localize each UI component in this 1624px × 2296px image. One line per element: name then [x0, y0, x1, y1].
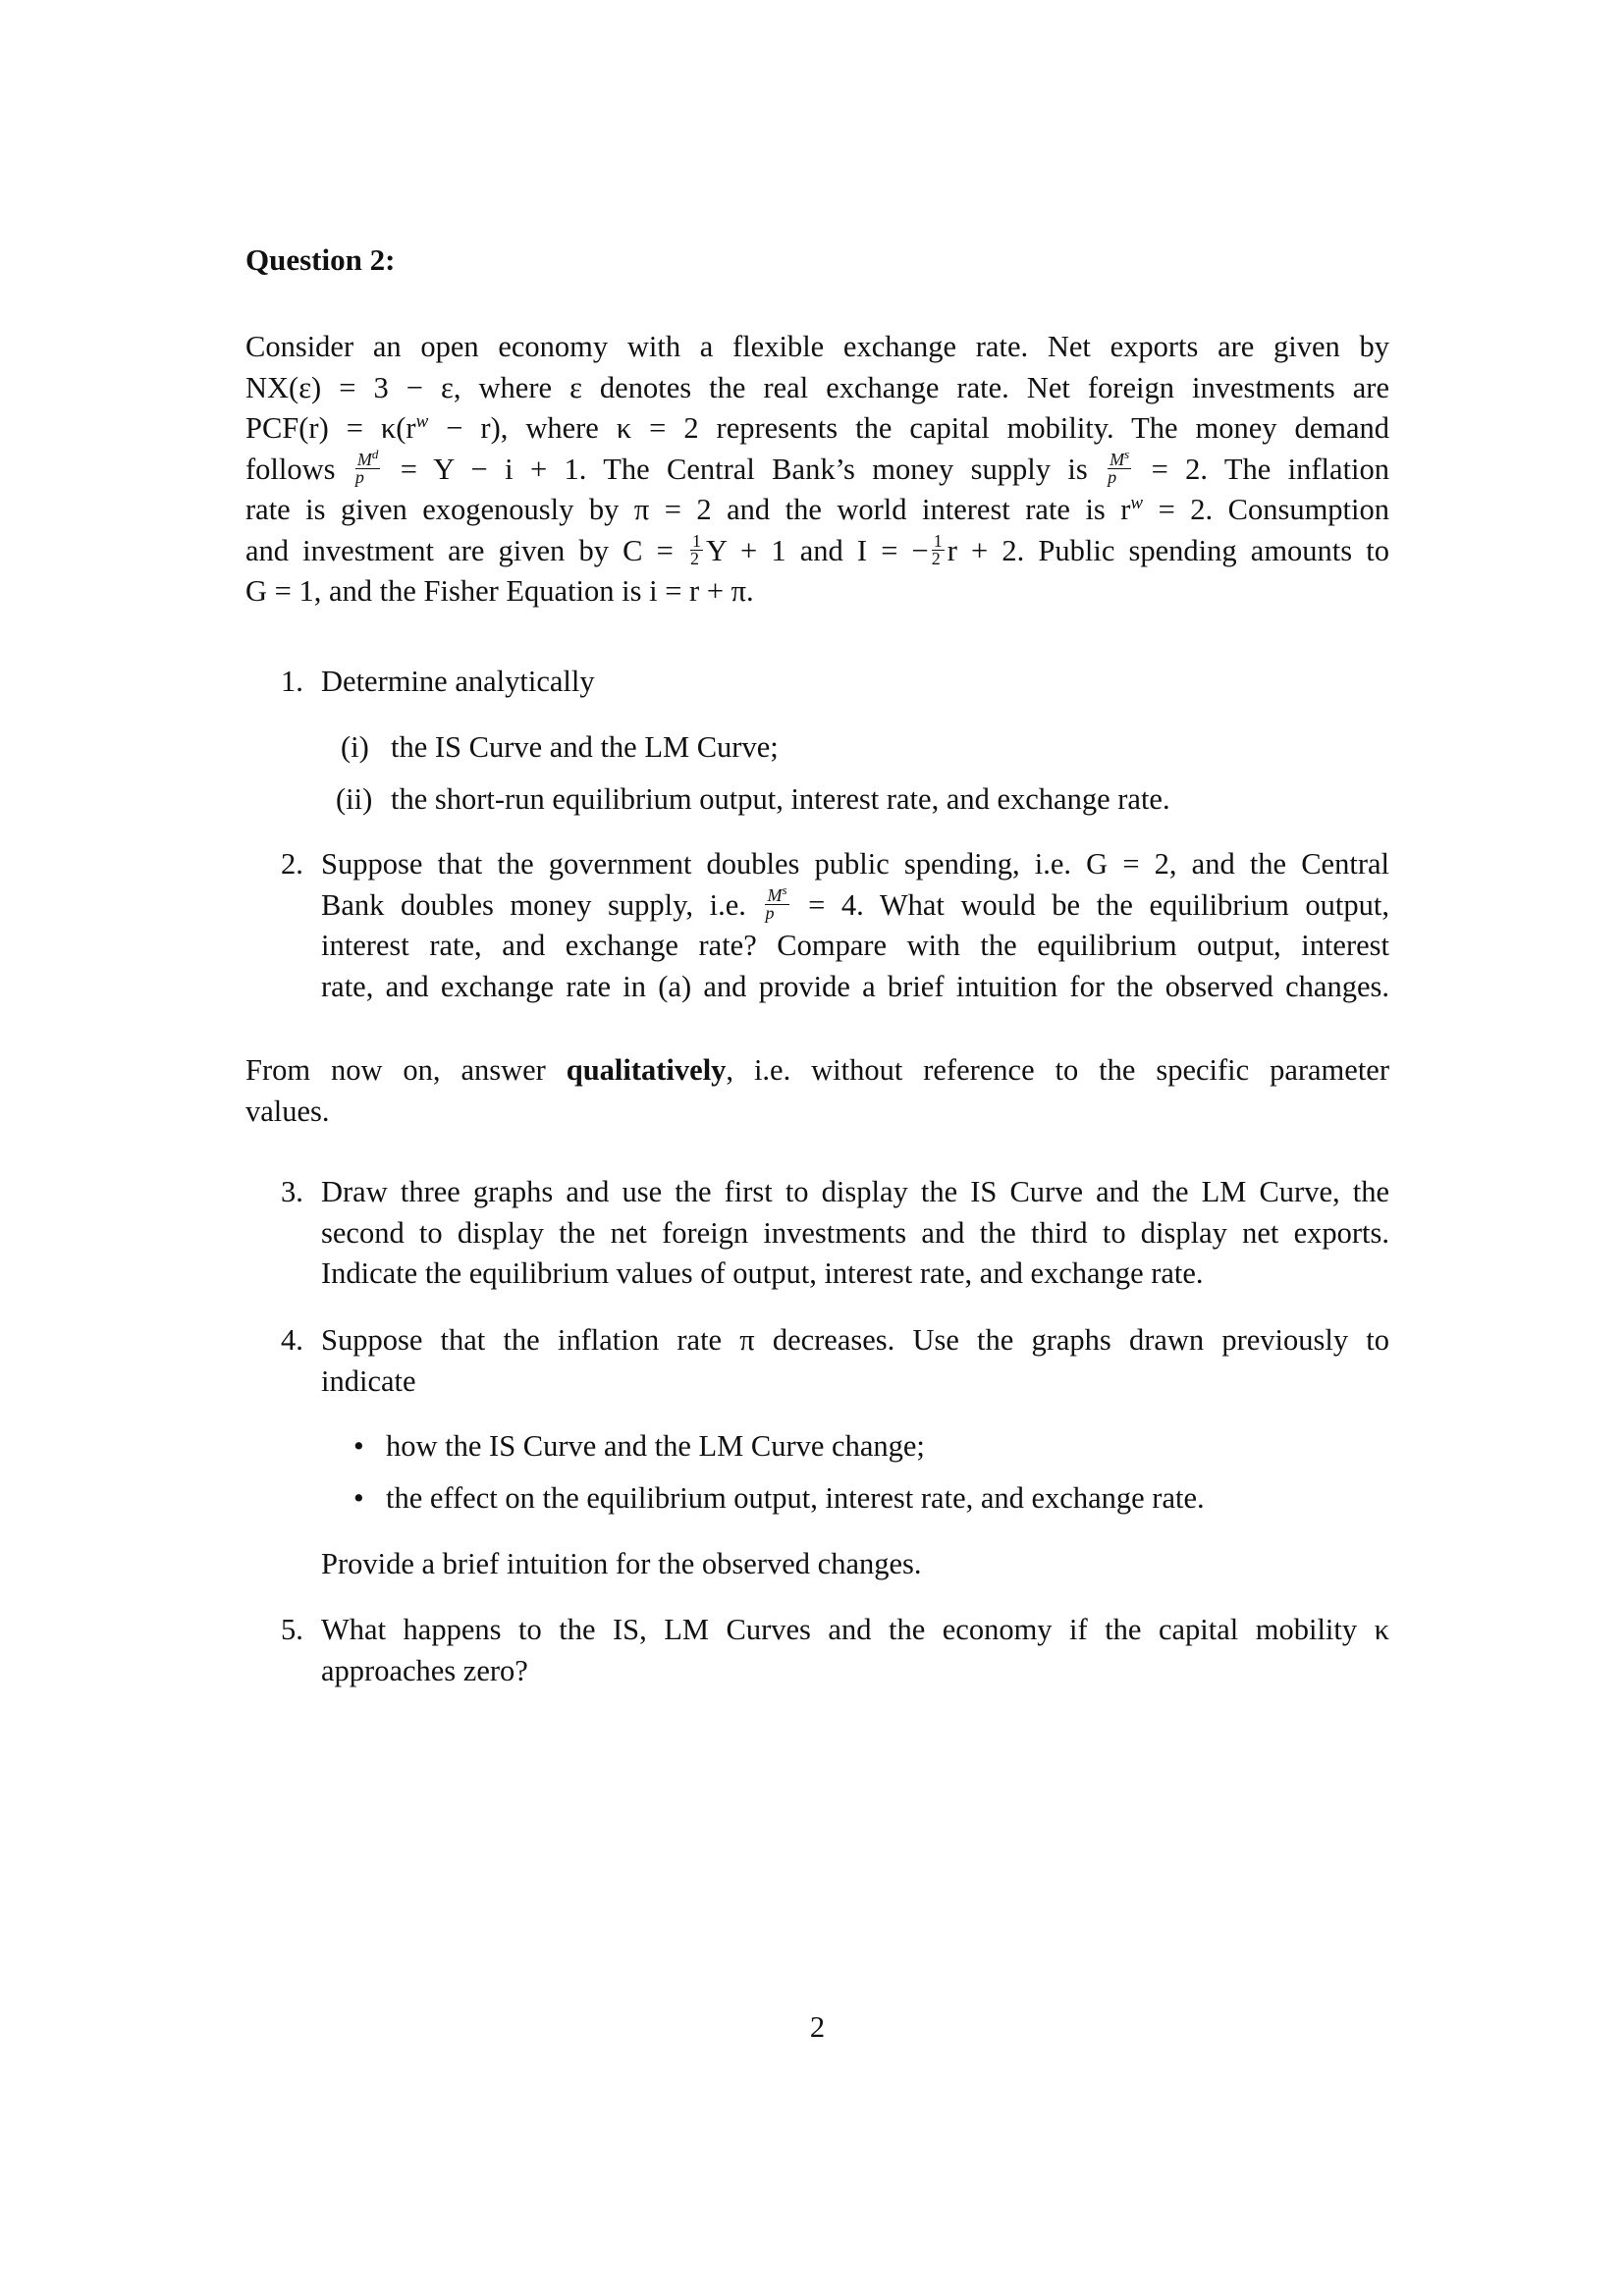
- qualitative-instruction: From now on, answer qualitatively, i.e. without reference to the specific parameter values.: [245, 1053, 1389, 1128]
- question-4-text: Suppose that the inflation rate π decreases. Use the graphs drawn previously to indicate: [321, 1323, 1389, 1398]
- investment-fraction: $\frac{1}{2}$: [931, 531, 943, 568]
- intro-paragraph: [245, 327, 1389, 613]
- intro-line-5: rate is given exogenously by π = 2 and the world interest rate is $r^w = 2$. Consumption: [245, 492, 1389, 526]
- question-4-closing: Provide a brief intuition for the observed changes.: [321, 1547, 922, 1580]
- intro-line-3: $PCF(r) = \kappa(r^w - r)$, where κ = 2 represents the capital mobility. The money demand: [245, 410, 1390, 445]
- intro-line-6: and investment are given by C = $\frac{1}{2}$ Y + 1 and I = − $\frac{1}{2}$ r + 2. Public spending amounts to: [245, 531, 1390, 568]
- intro-line-7: G = 1, and the Fisher Equation is i = r + π.: [245, 574, 754, 608]
- question-3-text: Draw three graphs and use the first to display the IS Curve and the LM Curve, the second to display the net foreign investments and the third to display net exports. Indicate the equilibrium values of output, interest rate, and exchange rate.: [321, 1175, 1389, 1290]
- page-number: 2: [809, 2010, 826, 2044]
- bullet-icon: •: [353, 1481, 364, 1515]
- money-demand-fraction: $\frac{M^d}{p}$: [354, 447, 379, 487]
- bullet-icon: •: [353, 1429, 364, 1463]
- question-1-i-text: the IS Curve and the LM Curve;: [391, 730, 779, 764]
- intro-line-2: NX(ε) = 3 − ε, where ε denotes the real exchange rate. Net foreign investments are: [245, 370, 1390, 404]
- question-4-bullet-2: the effect on the equilibrium output, interest rate, and exchange rate.: [386, 1481, 1205, 1515]
- question-2-text: Suppose that the government doubles public spending, i.e. G = 2, and the Central Bank doubles money supply, i.e. $\frac{M^s}{p}$ = 4. What would be the equilibrium output, interest rate, and exchange rate? Compare with the equilibrium output, interest rate, and exchange rate in (a) and provide a brief intuition for the observed changes.: [321, 847, 1389, 1003]
- question-1-text: Determine analytically: [321, 665, 595, 698]
- intro-line-1: Consider an open economy with a flexible exchange rate. Net exports are given by: [245, 330, 1389, 363]
- question-4-bullet-1: how the IS Curve and the LM Curve change;: [386, 1429, 925, 1463]
- question-heading: Question 2:: [245, 242, 396, 277]
- question-1-ii-text: the short-run equilibrium output, interest rate, and exchange rate.: [391, 782, 1170, 816]
- money-supply-fraction: $\frac{M^s}{p}$: [1108, 447, 1130, 487]
- money-supply-doubled-fraction: $\frac{M^s}{p}$: [765, 882, 787, 923]
- question-5-text: What happens to the IS, LM Curves and the economy if the capital mobility κ approaches zero?: [321, 1613, 1389, 1687]
- consumption-fraction: $\frac{1}{2}$: [689, 531, 701, 568]
- intro-line-4: follows $\frac{M^d}{p}$ = Y − i + 1. The Central Bank’s money supply is $\frac{M^s}{p}$ = 2. The inflation: [245, 447, 1390, 487]
